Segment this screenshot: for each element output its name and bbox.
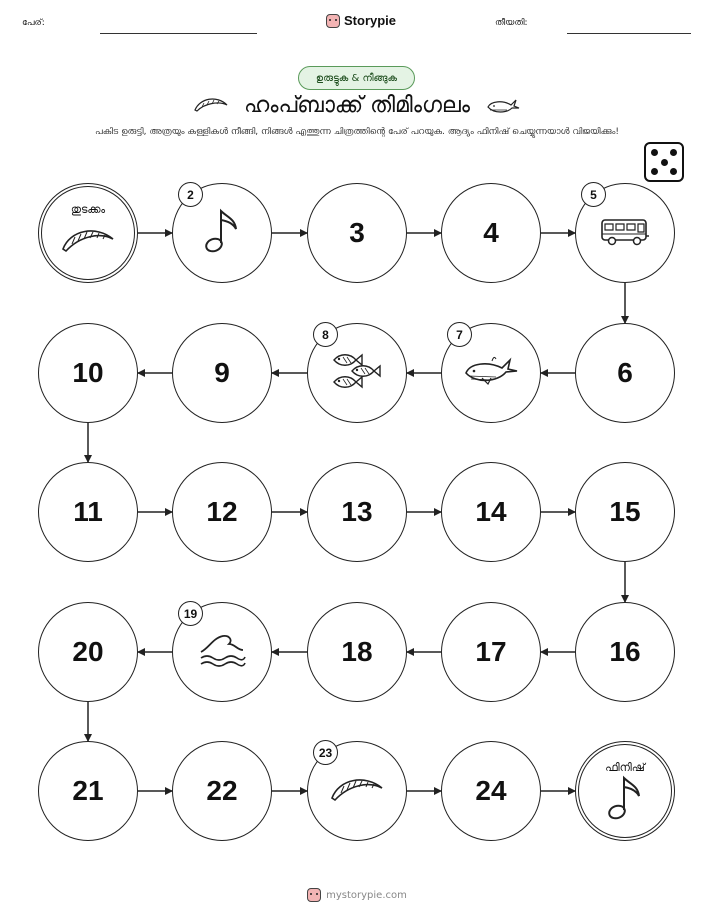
- space-number-badge: 7: [447, 322, 472, 347]
- storypie-mascot-icon: [307, 888, 321, 902]
- space-number: 4: [483, 217, 499, 248]
- finish-space: [575, 741, 675, 841]
- space-number: 17: [475, 636, 507, 667]
- brand-name: Storypie: [344, 13, 397, 28]
- bus-icon: [599, 214, 651, 252]
- board-space-11: [38, 462, 138, 562]
- board-space-2: [172, 183, 272, 283]
- board-space-9: [172, 323, 272, 423]
- wave-icon: [197, 630, 247, 674]
- name-label: പേര്:: [22, 18, 45, 28]
- fish-school-icon: [330, 348, 384, 398]
- space-number: 12: [206, 496, 238, 527]
- board-space-22: [172, 741, 272, 841]
- board-space-6: [575, 323, 675, 423]
- start-space: [38, 183, 138, 283]
- space-number: 14: [475, 496, 507, 527]
- board-space-12: [172, 462, 272, 562]
- space-number: 3: [349, 217, 365, 248]
- start-label: തുടക്കം: [70, 203, 106, 216]
- space-number: 13: [341, 496, 373, 527]
- game-type-badge: ഉരുട്ടുക & നീങ്ങുക: [298, 66, 415, 90]
- space-number: 6: [617, 357, 633, 388]
- whale-icon: [462, 353, 520, 393]
- board-space-8: [307, 323, 407, 423]
- space-number: 22: [206, 775, 238, 806]
- board-space-17: [441, 602, 541, 702]
- board-space-10: [38, 323, 138, 423]
- board-space-4: [441, 183, 541, 283]
- board-space-15: [575, 462, 675, 562]
- music-note-icon: [603, 772, 647, 828]
- space-number: 16: [609, 636, 641, 667]
- baleen-icon: [329, 774, 385, 808]
- space-number: 24: [475, 775, 507, 806]
- board-space-20: [38, 602, 138, 702]
- space-number-badge: 5: [581, 182, 606, 207]
- board-space-13: [307, 462, 407, 562]
- board-space-3: [307, 183, 407, 283]
- baleen-icon: [60, 225, 116, 259]
- space-number-badge: 19: [178, 601, 203, 626]
- space-number-badge: 2: [178, 182, 203, 207]
- footer-site: mystorypie.com: [326, 889, 407, 901]
- board-space-19: [172, 602, 272, 702]
- space-number: 20: [72, 636, 104, 667]
- space-number: 15: [609, 496, 641, 527]
- space-number-badge: 23: [313, 740, 338, 765]
- space-number: 10: [72, 357, 104, 388]
- footer: [0, 888, 714, 902]
- music-note-icon: [200, 205, 244, 261]
- board-space-16: [575, 602, 675, 702]
- page-title: ഹംപ്ബാക്ക് തിമിംഗലം: [244, 93, 470, 118]
- space-number: 11: [73, 496, 103, 527]
- instructions: പകിട ഉരുട്ടി, അത്രയും കള്ളികൾ നീങ്ങി, നിങ്ങൾ എത്തുന്ന ചിത്രത്തിന്റെ പേര് പറയുക. ആദ്യം ഫിനിഷ് ചെയ്യുന്നയാൾ വിജയിക്കും!: [95, 127, 619, 137]
- board-space-21: [38, 741, 138, 841]
- finish-label: ഫിനിഷ്: [605, 761, 645, 774]
- space-number: 9: [214, 357, 230, 388]
- space-number-badge: 8: [313, 322, 338, 347]
- board-space-14: [441, 462, 541, 562]
- space-number: 18: [341, 636, 373, 667]
- board-space-24: [441, 741, 541, 841]
- board-space-18: [307, 602, 407, 702]
- board-space-5: [575, 183, 675, 283]
- board-space-23: [307, 741, 407, 841]
- board-space-7: [441, 323, 541, 423]
- date-label: തീയതി:: [495, 18, 528, 28]
- space-number: 21: [72, 775, 104, 806]
